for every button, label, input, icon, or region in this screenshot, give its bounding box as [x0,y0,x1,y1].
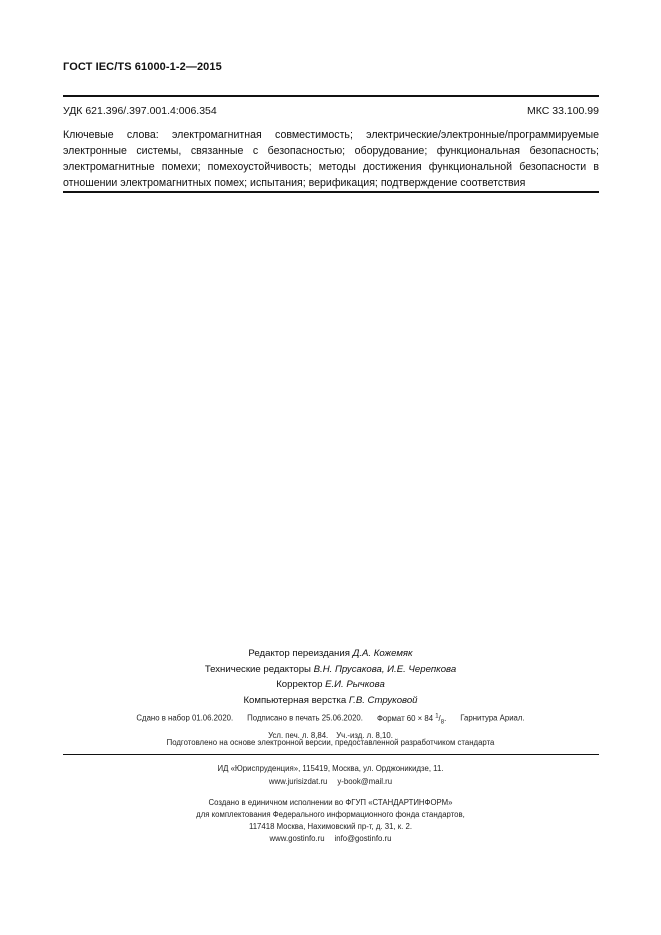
publisher-site-link[interactable]: www.jurisizdat.ru [268,776,328,786]
layout-name: Г.В. Струковой [348,694,418,706]
publisher-email-link[interactable]: y-book@mail.ru [337,776,393,786]
sent-to-set: Сдано в набор 01.06.2020. [136,713,234,723]
publisher-sheets: Уч.-изд. л. 8,10. [336,731,393,741]
layout-row [0,693,661,709]
printer-line-2: для комплектования Федерального информационного фонда стандартов, [196,810,465,819]
printer-contacts [0,833,661,845]
printer-line-3: 117418 Москва, Нахимовский пр-т, д. 31, к. 2. [248,822,413,831]
editor-row [0,646,661,662]
tech-editors-row [0,662,661,678]
signed-to-print: Подписано в печать 25.06.2020. [247,713,363,723]
print-sheets: Усл. печ. л. 8,84. [268,731,329,741]
footer-divider [63,754,599,755]
publisher-contacts [0,776,661,789]
corrector-row [0,677,661,693]
typeface: Гарнитура Ариал. [460,713,525,723]
credits-block [0,646,661,708]
tech-editors-label: Технические редакторы [204,663,311,675]
corrector-name: Е.И. Рычкова [325,679,385,690]
mks-code: МКС 33.100.99 [527,105,599,117]
keywords-line: электронные системы, связанные с безопасностью; оборудование; функциональная безопасность; [63,145,599,157]
top-divider [63,95,599,97]
keywords-line: отношении электромагнитных помех; испытания; верификация; подтверждение соответствия [63,177,526,189]
keywords-block [63,127,599,191]
printer-site-link[interactable]: www.gostinfo.ru [269,834,325,843]
standard-number: ГОСТ IEC/TS 61000-1-2—2015 [63,61,222,73]
keywords-line: электромагнитные помехи; помехоустойчивость; методы достижения функциональной безопасности в [63,161,599,173]
format-info: Формат 60 × 84 $^1/_8$. [376,713,447,726]
printer-line-1: Создано в единичном исполнении во ФГУП «СТАНДАРТИНФОРМ» [208,798,453,807]
print-info-row-1 [0,709,661,729]
prepared-note: Подготовлено на основе электронной версии, предоставленной разработчиком стандарта [166,738,495,747]
printer-block [0,797,661,845]
printer-email-link[interactable]: info@gostinfo.ru [334,834,392,843]
publisher-address: ИД «Юриспруденция», 115419, Москва, ул. Орджоникидзе, 11. [217,764,444,773]
tech-editors-names: В.Н. Прусакова, И.Е. Черепкова [313,663,457,675]
layout-label: Компьютерная верстка [243,694,347,706]
corrector-label: Корректор [276,679,323,690]
keywords-line: Ключевые слова: электромагнитная совместимость; электрические/электронные/программируемые [63,129,599,141]
publisher-block [0,763,661,788]
editor-name: Д.А. Кожемяк [352,648,413,659]
udk-code: УДК 621.396/.397.001.4:006.354 [63,105,217,117]
editor-label: Редактор переиздания [248,648,350,659]
keywords-divider [63,191,599,193]
